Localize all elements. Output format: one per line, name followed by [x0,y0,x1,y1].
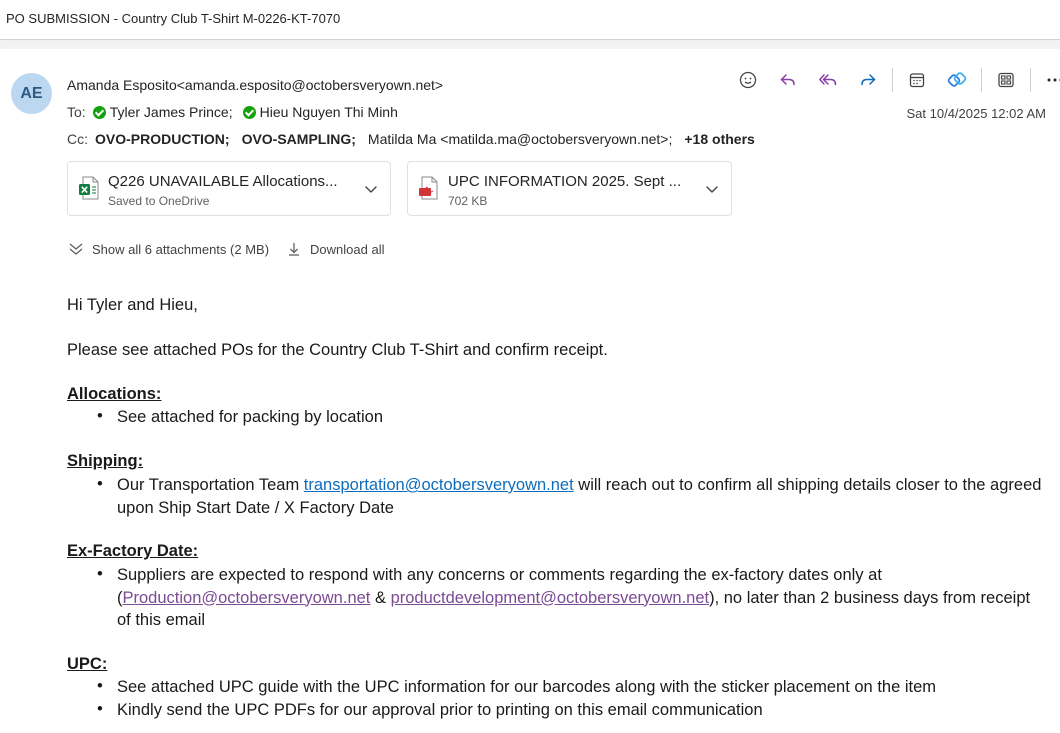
bullet-dot: • [97,700,103,718]
allocations-bullet: See attached for packing by location [117,408,384,426]
reply-icon[interactable] [768,66,808,94]
cc-matilda[interactable]: Matilda Ma <matilda.ma@octobersveryown.net>; [367,131,673,147]
upc-heading: UPC: [67,655,108,673]
ex-factory-heading: Ex-Factory Date: [67,542,199,560]
upc-bullet-2: Kindly send the UPC PDFs for our approval prior to printing on this email communication [117,701,763,719]
bullet-dot: • [97,407,103,425]
cc-label: Cc: [67,131,88,147]
chevron-down-icon[interactable] [705,182,719,196]
ex-factory-text: ), no later than 2 business days from receipt of this email [117,588,1031,629]
cc-row [67,131,755,147]
bullet-dot: • [97,475,103,493]
to-label: To: [67,104,86,120]
message-subject: PO SUBMISSION - Country Club T-Shirt M-0226-KT-7070 [6,11,341,26]
shipping-heading: Shipping: [67,452,144,470]
loop-icon[interactable] [937,66,977,94]
attachment-card[interactable] [407,161,732,216]
shipping-text: will reach out to confirm all shipping details closer to the agreed upon Ship Start Date / X Factory Date [117,476,1042,517]
calendar-icon[interactable] [897,66,937,94]
attachment-size: 702 KB [448,194,488,208]
ex-factory-bullet [117,564,1047,632]
sent-date: Sat 10/4/2025 12:02 AM [906,106,1046,121]
reply-all-icon[interactable] [808,66,848,94]
apps-icon[interactable] [986,66,1026,94]
pdf-file-icon [418,176,440,200]
ex-factory-text: & [370,588,391,607]
recipient-hieu[interactable]: Hieu Nguyen Thi Minh [259,104,398,120]
cc-more-button[interactable]: +18 others [684,131,755,147]
cc-ovo-sampling[interactable]: OVO-SAMPLING; [241,131,356,147]
message-toolbar [728,66,1060,94]
bullet-dot: • [97,677,103,695]
more-icon[interactable] [1035,66,1060,94]
toolbar-divider [892,68,893,92]
cc-ovo-production[interactable]: OVO-PRODUCTION; [95,131,230,147]
bullet-dot: • [97,565,103,583]
attachment-name: UPC INFORMATION 2025. Sept ... [448,173,682,190]
attachment-actions [67,240,384,258]
attachment-name: Q226 UNAVAILABLE Allocations... [108,173,338,190]
chevron-double-down-icon[interactable] [67,240,85,258]
shipping-text: Our Transportation Team [117,476,304,494]
intro-text: Please see attached POs for the Country Club T-Shirt and confirm receipt. [67,341,608,359]
download-all-link[interactable]: Download all [310,241,385,257]
title-bar [0,0,1060,40]
chevron-down-icon[interactable] [364,182,378,196]
ex-factory-text: Suppliers are expected to respond with any concerns or comments regarding the ex-factory dates only at ( [117,566,882,607]
toolbar-divider [981,68,982,92]
toolbar-divider [1030,68,1031,92]
presence-available-icon [243,106,256,119]
to-row [67,104,408,120]
greeting: Hi Tyler and Hieu, [67,296,198,314]
avatar[interactable]: AE [11,73,52,114]
forward-icon[interactable] [848,66,888,94]
emoji-icon[interactable] [728,66,768,94]
product-development-email-link[interactable]: productdevelopment@octobersveryown.net [390,588,710,607]
transportation-email-link[interactable]: transportation@octobersveryown.net [303,476,574,494]
attachment-card[interactable] [67,161,391,216]
show-all-attachments-link[interactable]: Show all 6 attachments (2 MB) [92,241,270,257]
excel-file-icon [78,176,100,200]
presence-available-icon [93,106,106,119]
shipping-bullet [117,474,1047,519]
allocations-heading: Allocations: [67,385,162,403]
production-email-link[interactable]: Production@octobersveryown.net [122,588,371,607]
attachment-status: Saved to OneDrive [108,194,210,208]
header-divider [0,41,1060,49]
sender[interactable]: Amanda Esposito<amanda.esposito@octobersveryown.net> [67,77,444,93]
download-icon[interactable] [285,240,303,258]
recipient-tyler[interactable]: Tyler James Prince; [109,104,233,120]
upc-bullet-1: See attached UPC guide with the UPC information for our barcodes along with the sticker placement on the item [117,678,937,696]
